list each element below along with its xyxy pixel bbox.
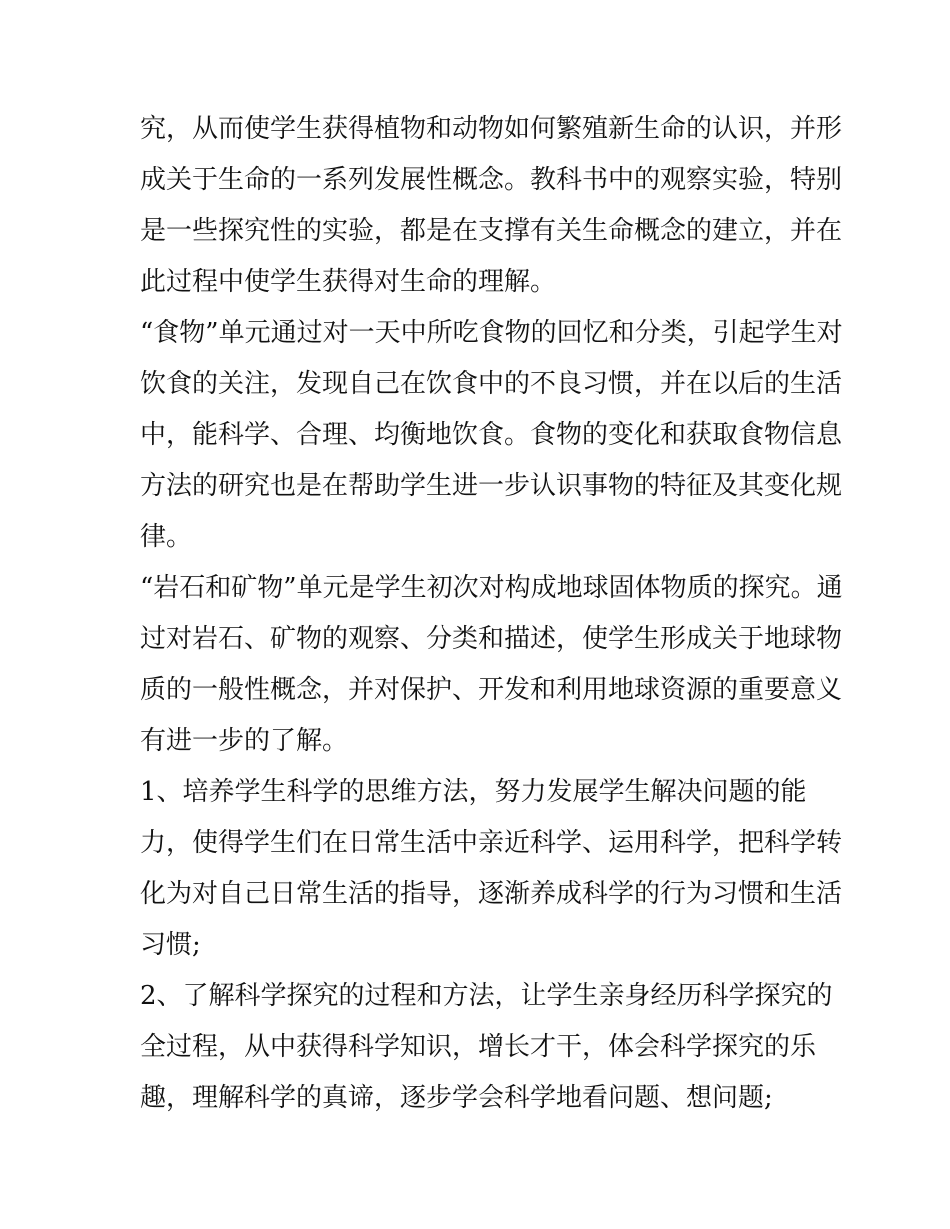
paragraph-goal-2: [140, 971, 833, 1124]
text-line: 律。: [140, 522, 193, 552]
text-line: 过对岩石、矿物的观察、分类和描述，使学生形成关于地球物: [140, 624, 843, 654]
text-line: 1、培养学生科学的思维方法，努力发展学生解决问题的能: [140, 777, 807, 807]
text-line: 此过程中使学生获得对生命的理解。: [140, 267, 557, 297]
text-line: “食物”单元通过对一天中所吃食物的回忆和分类，引起学生对: [140, 318, 843, 348]
body-text: [140, 104, 843, 1124]
text-line: 是一些探究性的实验，都是在支撑有关生命概念的建立，并在: [140, 216, 843, 246]
text-line: 中，能科学、合理、均衡地饮食。食物的变化和获取食物信息: [140, 420, 843, 450]
text-line: 质的一般性概念，并对保护、开发和利用地球资源的重要意义: [140, 675, 843, 705]
paragraph-goal-1: [140, 767, 843, 971]
paragraph-life-unit-conclusion: [140, 104, 843, 308]
text-line: 2、了解科学探究的过程和方法，让学生亲身经历科学探究的: [140, 981, 833, 1011]
text-line: 有进一步的了解。: [140, 726, 349, 756]
text-line: “岩石和矿物”单元是学生初次对构成地球固体物质的探究。通: [140, 573, 843, 603]
text-line: 饮食的关注，发现自己在饮食中的不良习惯，并在以后的生活: [140, 369, 843, 399]
text-line: 成关于生命的一系列发展性概念。教科书中的观察实验，特别: [140, 165, 843, 195]
text-line: 究，从而使学生获得植物和动物如何繁殖新生命的认识，并形: [140, 114, 843, 144]
text-line: 趣，理解科学的真谛，逐步学会科学地看问题、想问题;: [140, 1083, 773, 1113]
text-line: 全过程，从中获得科学知识，增长才干，体会科学探究的乐: [140, 1032, 817, 1062]
paragraph-rocks-minerals-unit: [140, 563, 843, 767]
text-line: 力，使得学生们在日常生活中亲近科学、运用科学，把科学转: [140, 828, 843, 858]
paragraph-food-unit: [140, 308, 843, 563]
text-line: 习惯;: [140, 930, 201, 960]
text-line: 方法的研究也是在帮助学生进一步认识事物的特征及其变化规: [140, 471, 843, 501]
text-line: 化为对自己日常生活的指导，逐渐养成科学的行为习惯和生活: [140, 879, 843, 909]
